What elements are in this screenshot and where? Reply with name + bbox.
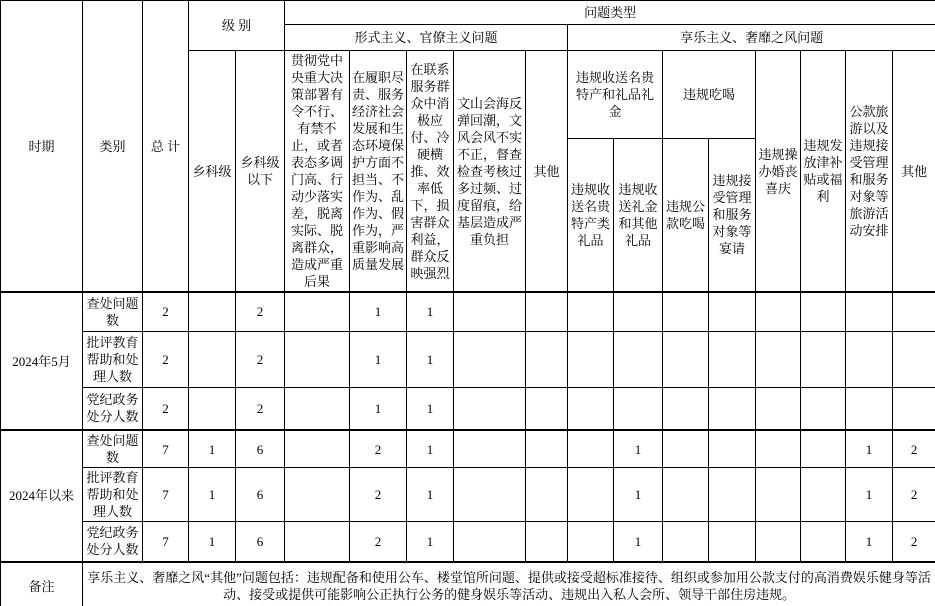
- header-problem-type: 问题类型: [285, 1, 935, 25]
- header-total: 总 计: [143, 1, 189, 293]
- data-cell: [285, 387, 350, 430]
- data-cell: [568, 387, 614, 430]
- data-cell: 1: [846, 468, 893, 522]
- period-cell: 2024年以来: [1, 430, 83, 562]
- data-cell: 2: [143, 292, 189, 331]
- table-row: [1, 468, 935, 522]
- data-cell: 7: [143, 430, 189, 468]
- data-cell: 2: [143, 387, 189, 430]
- data-cell: [756, 331, 801, 387]
- data-cell: [709, 292, 756, 331]
- data-cell: 1: [189, 468, 236, 522]
- data-cell: 6: [236, 522, 285, 562]
- data-cell: 1: [407, 387, 454, 430]
- data-cell: 1: [189, 522, 236, 562]
- data-cell: 2: [350, 430, 407, 468]
- header-formalism-other: 其他: [526, 51, 568, 293]
- data-cell: 2: [236, 331, 285, 387]
- header-formalism-col-4: 文山会海反弹回潮，文风会风不实不正，督查检查考核过多过频、过度留痕，给基层造成严重负担: [454, 51, 526, 293]
- data-cell: 7: [143, 522, 189, 562]
- data-cell: 1: [407, 292, 454, 331]
- data-cell: 1: [407, 468, 454, 522]
- data-cell: [663, 292, 709, 331]
- data-cell: [526, 468, 568, 522]
- data-cell: [285, 468, 350, 522]
- table-row: [1, 292, 935, 331]
- header-formalism-col-1: 贯彻党中央重大决策部署有令不行、有禁不止，或者表态多调门高、行动少落实差，脱离实际、脱离群众，造成严重后果: [285, 51, 350, 293]
- data-cell: [756, 292, 801, 331]
- data-cell: 6: [236, 430, 285, 468]
- table-row: [1, 522, 935, 562]
- data-cell: [756, 430, 801, 468]
- header-dining-public-funds: 违规公款吃喝: [663, 138, 709, 292]
- data-cell: [801, 387, 846, 430]
- data-cell: [285, 522, 350, 562]
- data-cell: [756, 387, 801, 430]
- data-cell: [189, 331, 236, 387]
- data-cell: 1: [350, 331, 407, 387]
- data-cell: [454, 468, 526, 522]
- data-cell: [189, 387, 236, 430]
- header-hedonism-group: 享乐主义、奢靡之风问题: [568, 25, 935, 51]
- header-row-1: [1, 1, 935, 25]
- note-label: 备注: [1, 562, 83, 606]
- table-row: [1, 430, 935, 468]
- header-formalism-col-3: 在联系服务群众中消极应付、冷硬横推、效率低下，损害群众利益，群众反映强烈: [407, 51, 454, 293]
- data-cell: [709, 522, 756, 562]
- data-cell: 1: [846, 430, 893, 468]
- table-row: [1, 387, 935, 430]
- data-cell: [846, 331, 893, 387]
- header-gifts-specialty: 违规收送名贵特产类礼品: [568, 138, 614, 292]
- data-cell: [454, 331, 526, 387]
- header-level: 级 别: [189, 1, 285, 51]
- category-cell: 查处问题数: [83, 292, 143, 331]
- data-cell: [568, 430, 614, 468]
- category-cell: 党纪政务处分人数: [83, 522, 143, 562]
- data-cell: 2: [143, 331, 189, 387]
- data-cell: [526, 331, 568, 387]
- category-cell: 批评教育帮助和处理人数: [83, 468, 143, 522]
- data-cell: [709, 331, 756, 387]
- header-level-township: 乡科级: [189, 51, 236, 293]
- header-level-below-township: 乡科级以下: [236, 51, 285, 293]
- header-formalism-col-2: 在履职尽责、服务经济社会发展和生态环境保护方面不担当、不作为、乱作为、假作为，严重影响高质量发展: [350, 51, 407, 293]
- header-gifts-group: 违规收送名贵特产和礼品礼金: [568, 51, 663, 139]
- data-cell: [285, 292, 350, 331]
- data-cell: [801, 468, 846, 522]
- data-cell: 6: [236, 468, 285, 522]
- data-cell: 1: [846, 522, 893, 562]
- data-cell: [663, 331, 709, 387]
- data-cell: [893, 387, 935, 430]
- data-cell: [614, 387, 663, 430]
- category-cell: 批评教育帮助和处理人数: [83, 331, 143, 387]
- data-cell: 1: [407, 522, 454, 562]
- data-cell: [454, 387, 526, 430]
- data-cell: [709, 468, 756, 522]
- data-cell: 1: [350, 387, 407, 430]
- data-cell: [893, 331, 935, 387]
- header-allowances: 违规发放津补贴或福利: [801, 51, 846, 293]
- data-cell: [454, 522, 526, 562]
- data-cell: [526, 292, 568, 331]
- data-cell: [285, 430, 350, 468]
- data-cell: [568, 522, 614, 562]
- data-cell: [846, 387, 893, 430]
- data-cell: 1: [614, 522, 663, 562]
- data-cell: 2: [350, 522, 407, 562]
- data-cell: [801, 331, 846, 387]
- data-cell: 2: [236, 292, 285, 331]
- data-cell: [893, 292, 935, 331]
- data-cell: 1: [614, 430, 663, 468]
- header-dining-group: 违规吃喝: [663, 51, 756, 139]
- data-cell: [614, 331, 663, 387]
- data-cell: [454, 430, 526, 468]
- data-cell: [568, 331, 614, 387]
- data-cell: [801, 522, 846, 562]
- data-cell: [568, 292, 614, 331]
- data-cell: [285, 331, 350, 387]
- data-cell: [663, 468, 709, 522]
- period-cell: 2024年5月: [1, 292, 83, 430]
- data-cell: [189, 292, 236, 331]
- data-cell: 2: [893, 430, 935, 468]
- category-cell: 查处问题数: [83, 430, 143, 468]
- data-cell: 1: [614, 468, 663, 522]
- data-cell: [526, 522, 568, 562]
- header-hedonism-other: 其他: [893, 51, 935, 293]
- data-cell: 1: [189, 430, 236, 468]
- data-cell: [614, 292, 663, 331]
- data-cell: [709, 430, 756, 468]
- header-category: 类别: [83, 1, 143, 293]
- data-cell: [526, 387, 568, 430]
- data-cell: [663, 522, 709, 562]
- data-cell: 1: [407, 430, 454, 468]
- data-cell: 2: [350, 468, 407, 522]
- data-cell: [454, 292, 526, 331]
- note-row: [1, 562, 935, 606]
- data-cell: [756, 522, 801, 562]
- data-cell: [663, 430, 709, 468]
- data-cell: [756, 468, 801, 522]
- data-cell: [801, 430, 846, 468]
- note-text: 享乐主义、奢靡之风“其他”问题包括：违规配备和使用公车、楼堂馆所问题、提供或接受超标准接待、组织或参加用公款支付的高消费娱乐健身等活动、接受或提供可能影响公正执行公务的健身娱乐等活动、违规出入私人会所、领导干部住房违规。: [83, 562, 935, 606]
- header-period: 时期: [1, 1, 83, 293]
- data-cell: 2: [893, 468, 935, 522]
- data-cell: 1: [350, 292, 407, 331]
- data-cell: [801, 292, 846, 331]
- data-cell: [846, 292, 893, 331]
- header-formalism-group: 形式主义、官僚主义问题: [285, 25, 568, 51]
- data-cell: 2: [893, 522, 935, 562]
- header-public-funded-travel: 公款旅游以及违规接受管理和服务对象等旅游活动安排: [846, 51, 893, 293]
- category-cell: 党纪政务处分人数: [83, 387, 143, 430]
- header-weddings-funerals: 违规操办婚丧喜庆: [756, 51, 801, 293]
- data-cell: [568, 468, 614, 522]
- data-cell: 7: [143, 468, 189, 522]
- data-cell: 1: [407, 331, 454, 387]
- header-dining-banquets: 违规接受管理和服务对象等宴请: [709, 138, 756, 292]
- data-cell: 2: [236, 387, 285, 430]
- header-gifts-cash: 违规收送礼金和其他礼品: [614, 138, 663, 292]
- data-cell: [526, 430, 568, 468]
- data-cell: [709, 387, 756, 430]
- table-row: [1, 331, 935, 387]
- data-cell: [663, 387, 709, 430]
